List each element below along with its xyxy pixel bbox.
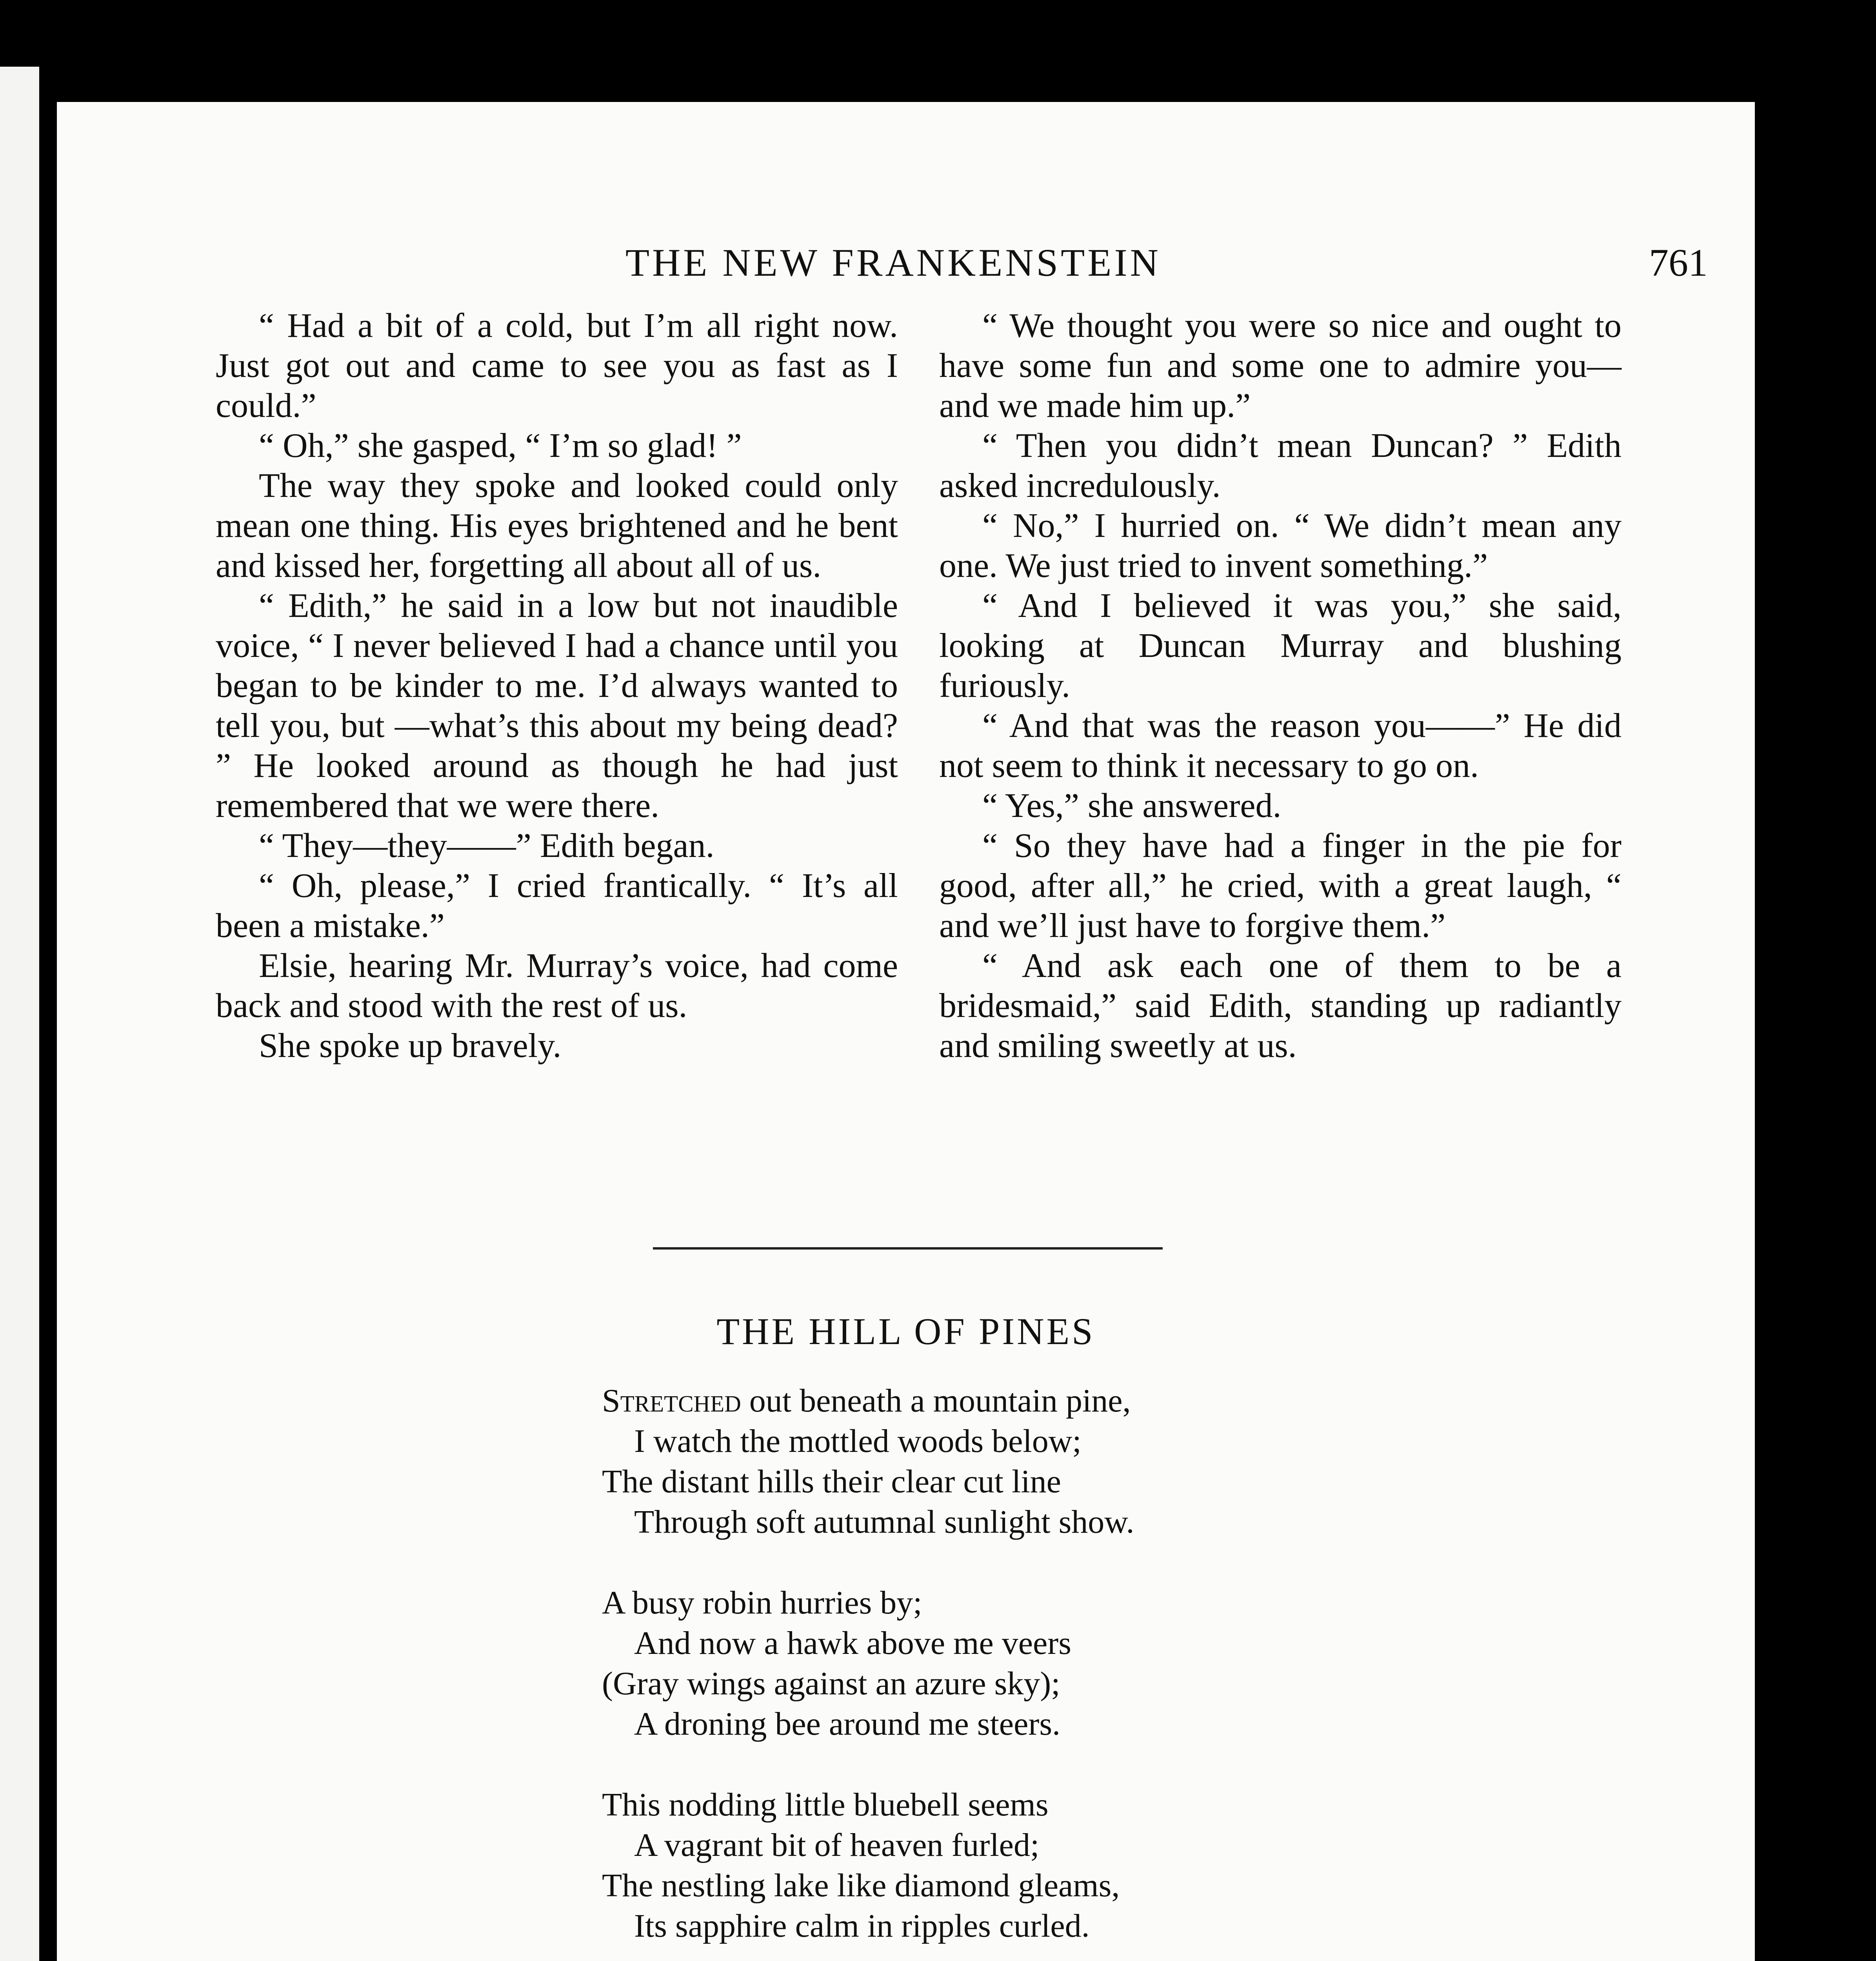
- poem-line: The distant hills their clear cut line: [602, 1463, 1061, 1500]
- poem-line: (Gray wings against an azure sky);: [602, 1665, 1060, 1702]
- poem-line: A droning bee around me steers.: [634, 1706, 1061, 1742]
- stanza: [602, 1583, 1386, 1744]
- poem-line-text: out beneath a mountain pine,: [749, 1383, 1131, 1419]
- running-title: THE NEW FRANKENSTEIN: [625, 241, 1161, 284]
- poem-line: And now a hawk above me veers: [634, 1625, 1071, 1661]
- running-head: [57, 235, 1708, 290]
- paragraph: “ No,” I hurried on. “ We didn’t mean any one. We just tried to invent something.”: [939, 507, 1622, 585]
- poem-line: [602, 1381, 1386, 1421]
- page-number: 761: [1649, 241, 1708, 284]
- poem-line: The nestling lake like diamond gleams,: [602, 1867, 1120, 1904]
- poem: [602, 1381, 1386, 1961]
- paragraph: “ Had a bit of a cold, but I’m all right now. Just got out and came to see you as fast as I could.”: [216, 307, 898, 425]
- stanza: [602, 1381, 1386, 1542]
- paragraph: She spoke up bravely.: [259, 1027, 562, 1065]
- paragraph: “ And ask each one of them to be a bridesmaid,” said Edith, standing up radiantly and smiling sweetly at us.: [939, 947, 1622, 1065]
- paragraph: “ And that was the reason you——” He did not seem to think it necessary to go on.: [939, 707, 1622, 785]
- paragraph: “ And I believed it was you,” she said, looking at Duncan Murray and blushing furiously.: [939, 587, 1622, 705]
- paragraph: The way they spoke and looked could only mean one thing. His eyes brightened and he bent and kissed her, forgetting all about all of us.: [216, 467, 898, 585]
- poem-line: This nodding little bluebell seems: [602, 1786, 1049, 1823]
- poem-title: THE HILL OF PINES: [716, 1310, 1095, 1352]
- paragraph: “ Oh, please,” I cried frantically. “ It’s all been a mistake.”: [216, 867, 898, 945]
- paragraph: “ So they have had a finger in the pie for good, after all,” he cried, with a great laugh, “ and we’ll just have to forgive them.”: [939, 827, 1622, 945]
- poem-line: Through soft autumnal sunlight show.: [634, 1504, 1134, 1540]
- previous-page-edge: [0, 67, 39, 1961]
- stanza: [602, 1785, 1386, 1946]
- paragraph: “ Edith,” he said in a low but not inaudible voice, “ I never believed I had a chance until you began to be kinder to me. I’d always wanted to tell you, but —what’s this about my being dead? ” He looked around as though he had just remembered that we were there.: [216, 587, 898, 825]
- poem-line: Its sapphire calm in ripples curled.: [634, 1908, 1090, 1944]
- paragraph: “ Oh,” she gasped, “ I’m so glad! ”: [259, 427, 742, 465]
- magazine-page: [57, 102, 1755, 1961]
- paragraph: “ They—they——” Edith began.: [259, 827, 714, 865]
- story-column-right: [939, 306, 1622, 1066]
- poem-line: A busy robin hurries by;: [602, 1584, 922, 1621]
- poem-line: I watch the mottled woods below;: [634, 1423, 1082, 1459]
- poem-line: A vagrant bit of heaven furled;: [634, 1827, 1040, 1863]
- section-separator: [653, 1247, 1163, 1250]
- poem-first-word: Stretched: [602, 1383, 741, 1419]
- story-column-left: [216, 306, 898, 1066]
- paragraph: Elsie, hearing Mr. Murray’s voice, had come back and stood with the rest of us.: [216, 947, 898, 1025]
- paragraph: “ We thought you were so nice and ought to have some fun and some one to admire you—and we made him up.”: [939, 307, 1622, 425]
- paragraph: “ Yes,” she answered.: [982, 787, 1282, 825]
- paragraph: “ Then you didn’t mean Duncan? ” Edith asked incredulously.: [939, 427, 1622, 505]
